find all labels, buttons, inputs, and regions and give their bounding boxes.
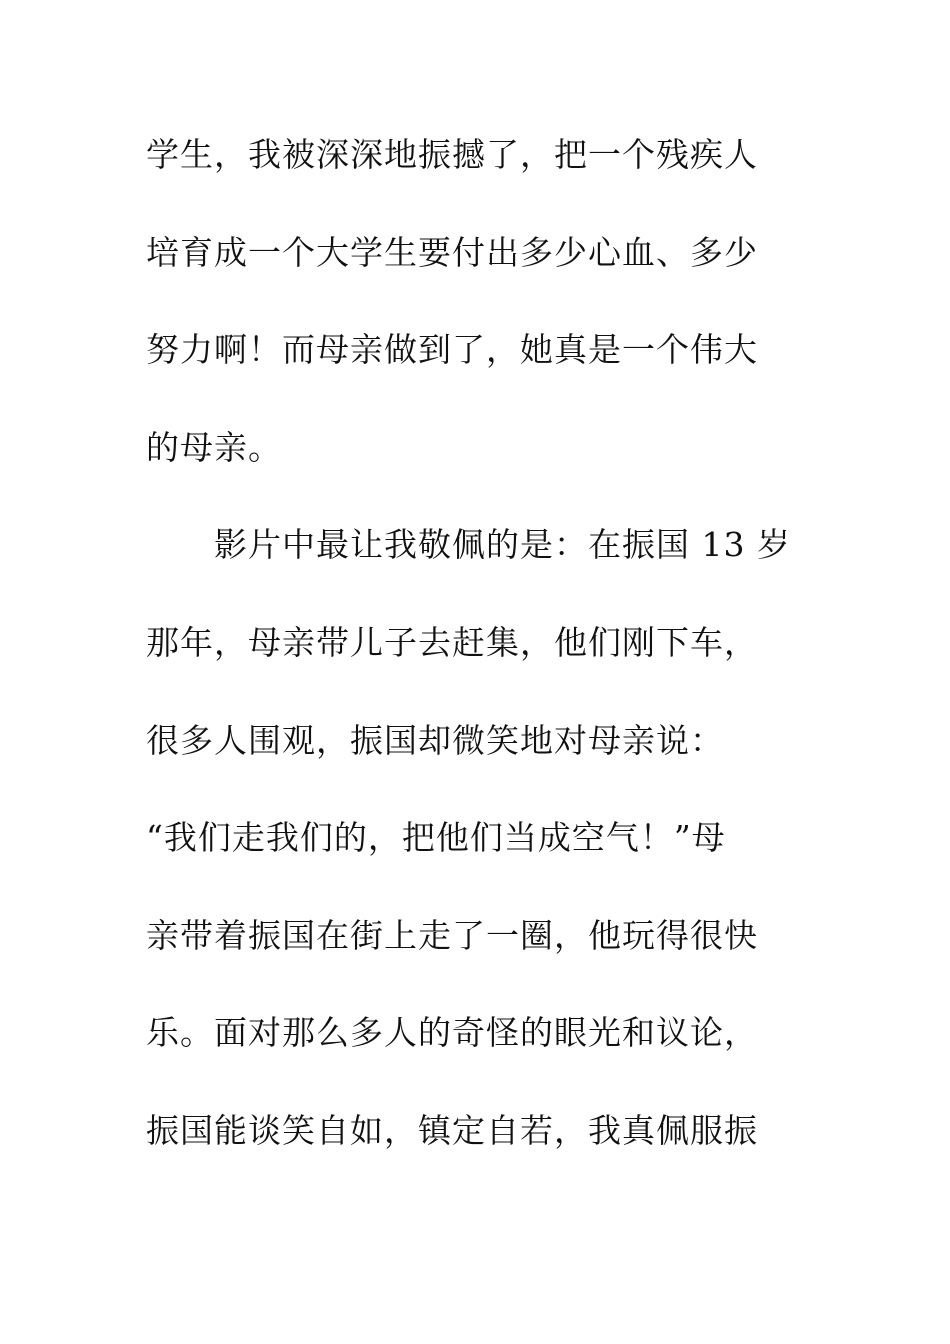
text-line: 那年，母亲带儿子去赶集，他们刚下车， [146,622,758,662]
text-line: “我们走我们的，把他们当成空气！”母 [146,818,726,858]
text-line: 努力啊！而母亲做到了，她真是一个伟大 [146,330,758,370]
text-line: 乐。面对那么多人的奇怪的眼光和议论， [146,1013,758,1053]
text-line: 很多人围观，振国却微笑地对母亲说： [146,720,724,760]
text-line: 培育成一个大学生要付出多少心血、多少 [146,232,758,272]
document-body [146,118,806,1192]
text-line: 的母亲。 [146,427,282,467]
text-line: 学生，我被深深地振撼了，把一个残疾人 [146,135,758,174]
text-line: 亲带着振国在街上走了一圈，他玩得很快 [146,915,758,955]
paragraph-start-line: 影片中最让我敬佩的是：在振国 13 岁 [214,525,791,565]
text-line: 振国能谈笑自如，镇定自若，我真佩服振 [146,1110,758,1150]
